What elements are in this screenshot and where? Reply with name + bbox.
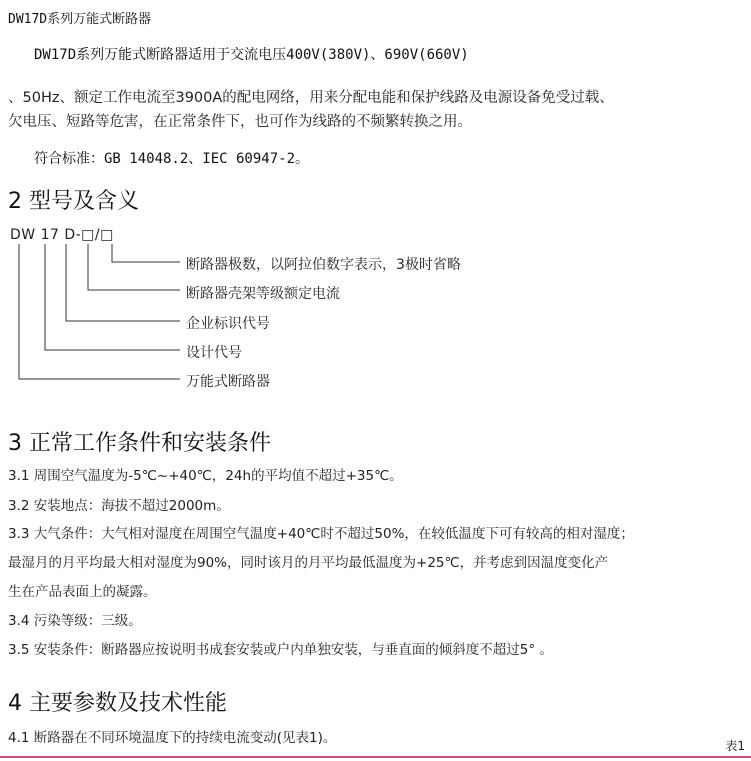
- standard-line: 符合标准：GB 14048.2、IEC 60947-2。: [34, 151, 310, 167]
- document-title: DW17D系列万能式断路器: [8, 12, 152, 27]
- section-2-heading: 2 型号及含义: [8, 189, 139, 214]
- model-label-design-code: 设计代号: [186, 345, 242, 361]
- section-3-heading: 3 正常工作条件和安装条件: [8, 431, 271, 456]
- table-caption: 表1: [725, 739, 745, 753]
- model-label-company-code: 企业标识代号: [186, 316, 270, 332]
- condition-item: 3.2 安装地点：海拔不超过2000m。: [8, 498, 230, 514]
- parameter-item: 4.1 断路器在不同环境温度下的持续电流变动(见表1)。: [8, 730, 337, 746]
- leader-line-type: [19, 244, 180, 379]
- condition-item: 3.4 污染等级：三级。: [8, 613, 142, 629]
- condition-item-continued: 最湿月的月平均最大相对湿度为90%，同时该月的月平均最低温度为+25℃，并考虑到因温度变化产: [8, 555, 609, 571]
- condition-item: 3.1 周围空气温度为-5℃~+40℃，24h的平均值不超过+35℃。: [8, 468, 403, 484]
- intro-line-3: 欠电压、短路等危害，在正常条件下，也可作为线路的不频繁转换之用。: [8, 114, 472, 130]
- leader-line-frame-current: [88, 244, 180, 290]
- model-label-type: 万能式断路器: [186, 374, 270, 390]
- leader-line-company-code: [66, 244, 180, 321]
- model-label-poles: 断路器极数，以阿拉伯数字表示，3极时省略: [186, 257, 461, 273]
- model-code: DW 17 D-□/□: [10, 227, 114, 243]
- intro-line-2: 、50Hz、额定工作电流至3900A的配电网络，用来分配电能和保护线路及电源设备免受过载、: [8, 90, 614, 106]
- section-4-heading: 4 主要参数及技术性能: [8, 691, 227, 716]
- condition-item: 3.3 大气条件：大气相对湿度在周围空气温度+40℃时不超过50%，在较低温度下可有较高的相对湿度；: [8, 526, 634, 542]
- leader-line-poles: [112, 244, 180, 262]
- model-label-frame-current: 断路器壳架等级额定电流: [186, 286, 340, 302]
- intro-line-1: DW17D系列万能式断路器适用于交流电压400V(380V)、690V(660V): [34, 47, 469, 63]
- condition-item-continued: 生在产品表面上的凝露。: [8, 584, 157, 600]
- bottom-divider: [0, 756, 751, 758]
- condition-item: 3.5 安装条件：断路器应按说明书成套安装或户内单独安装，与垂直面的倾斜度不超过5° 。: [8, 642, 553, 658]
